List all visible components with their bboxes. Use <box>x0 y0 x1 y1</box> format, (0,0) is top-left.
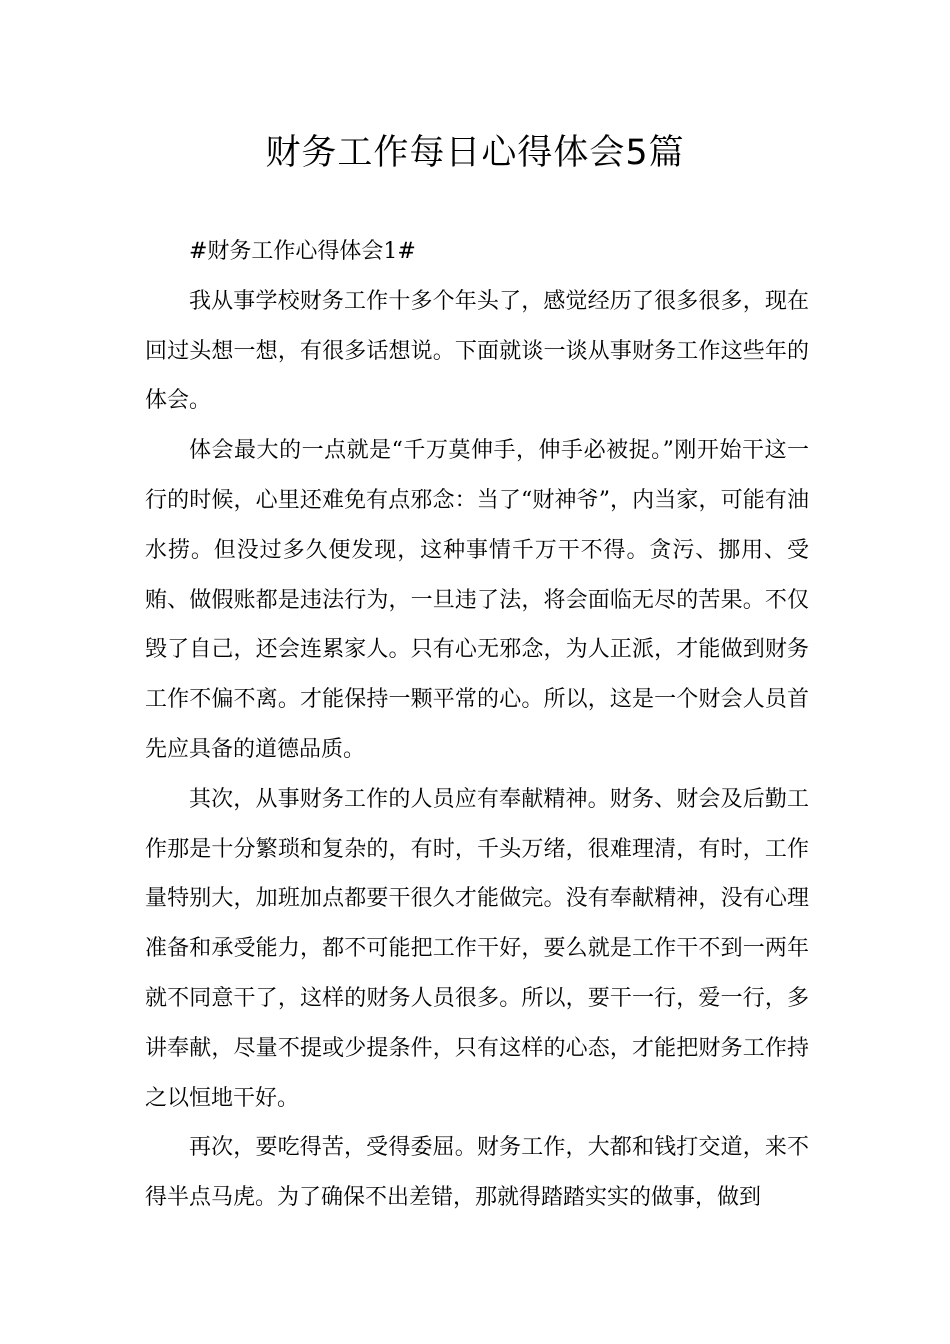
section-heading: #财务工作心得体会1# <box>189 239 416 264</box>
document-body <box>145 227 809 1223</box>
paragraph: 我从事学校财务工作十多个年头了，感觉经历了很多很多，现在回过头想一想，有很多话想说。下面就谈一谈从事财务工作这些年的体会。 <box>145 288 809 414</box>
document-title: 财务工作每日心得体会5篇 <box>265 133 685 173</box>
paragraph: 其次，从事财务工作的人员应有奉献精神。财务、财会及后勤工作那是十分繁琐和复杂的，有时，千头万绪，很难理清，有时，工作量特别大，加班加点都要干很久才能做完。没有奉献精神，没有心理准备和承受能力，都不可能把工作干好，要么就是工作干不到一两年就不同意干了，这样的财务人员很多。所以，要干一行，爱一行，多讲奉献，尽量不提或少提条件，只有这样的心态，才能把财务工作持之以恒地干好。 <box>145 786 809 1111</box>
paragraph: 体会最大的一点就是“千万莫伸手，伸手必被捉。”刚开始干这一行的时候，心里还难免有点邪念：当了“财神爷”，内当家，可能有油水捞。但没过多久便发现，这种事情千万干不得。贪污、挪用、受贿、做假账都是违法行为，一旦违了法，将会面临无尽的苦果。不仅毁了自己，还会连累家人。只有心无邪念，为人正派，才能做到财务工作不偏不离。才能保持一颗平常的心。所以，这是一个财会人员首先应具备的道德品质。 <box>145 438 809 762</box>
paragraph: 再次，要吃得苦，受得委屈。财务工作，大都和钱打交道，来不得半点马虎。为了确保不出差错，那就得踏踏实实的做事，做到 <box>145 1135 809 1211</box>
